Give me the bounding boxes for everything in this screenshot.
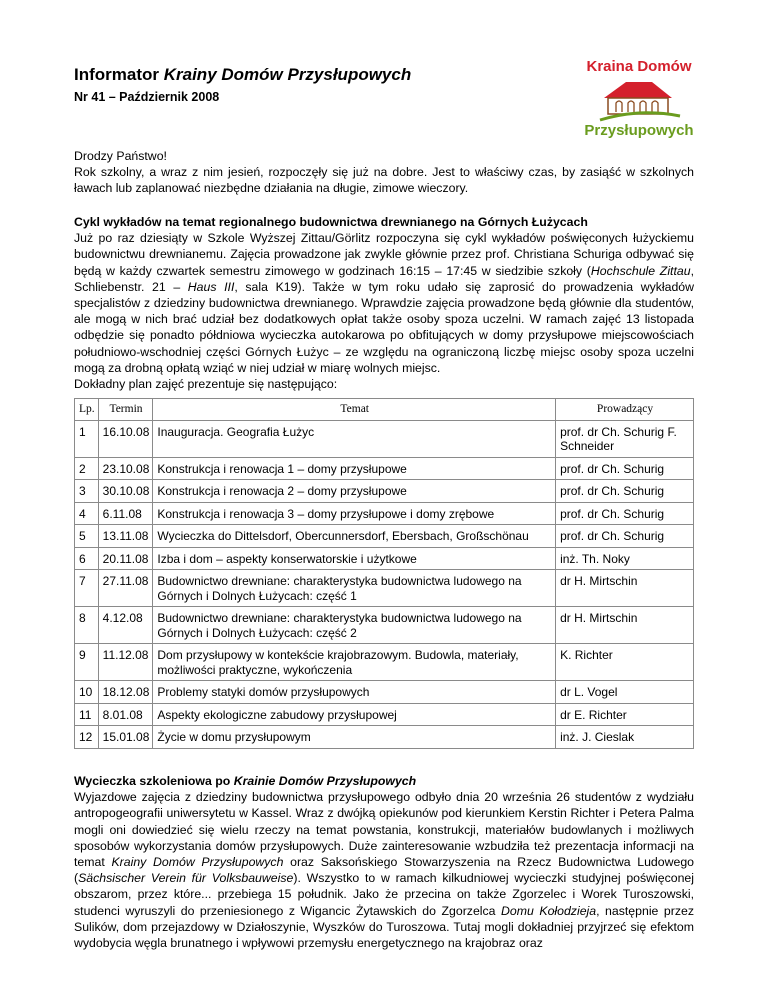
cell-lp: 11 (75, 703, 99, 726)
cell-topic: Konstrukcja i renowacja 1 – domy przysłupowe (153, 457, 556, 480)
cell-topic: Aspekty ekologiczne zabudowy przysłupowej (153, 703, 556, 726)
table-row (75, 457, 694, 480)
cell-date: 23.10.08 (98, 457, 153, 480)
cell-date: 16.10.08 (98, 420, 153, 457)
table-row (75, 547, 694, 570)
house-logo-icon (596, 78, 682, 122)
cell-lp: 8 (75, 607, 99, 644)
cell-topic: Budownictwo drewniane: charakterystyka budownictwa ludowego na Górnych i Dolnych Łużycach: część 2 (153, 607, 556, 644)
cell-topic: Inauguracja. Geografia Łużyc (153, 420, 556, 457)
cell-topic: Problemy statyki domów przysłupowych (153, 681, 556, 704)
cell-topic: Budownictwo drewniane: charakterystyka budownictwa ludowego na Górnych i Dolnych Łużycach: część 1 (153, 570, 556, 607)
cell-date: 13.11.08 (98, 525, 153, 548)
table-row (75, 703, 694, 726)
cell-lp: 3 (75, 480, 99, 503)
cell-lecturer: prof. dr Ch. Schurig F. Schneider (556, 420, 694, 457)
lecture-heading: Cykl wykładów na temat regionalnego budownictwa drewnianego na Górnych Łużycach (74, 215, 588, 229)
cell-lecturer: inż. Th. Noky (556, 547, 694, 570)
table-row (75, 570, 694, 607)
header-lecturer: Prowadzący (556, 399, 694, 421)
cell-date: 8.01.08 (98, 703, 153, 726)
table-row (75, 502, 694, 525)
logo-text-bottom: Przysłupowych (584, 122, 694, 139)
cell-date: 4.12.08 (98, 607, 153, 644)
cell-date: 18.12.08 (98, 681, 153, 704)
lecture-plan-intro: Dokładny plan zajęć prezentuje się następująco: (74, 377, 338, 392)
cell-topic: Izba i dom – aspekty konserwatorskie i użytkowe (153, 547, 556, 570)
cell-lp: 6 (75, 547, 99, 570)
lecture-paragraph: Już po raz dziesiąty w Szkole Wyższej Zittau/Görlitz rozpoczyna się cykl wykładów poświęconych łużyckiemu budownictwu drewnianemu. Zajęcia prowadzone jak zwykle głównie przez prof. Christiana Schuriga odbywać się będą w każdy czwartek semestru zimowego w godzinach 16:15 – 17:45 w siedzibie szkoły (Hochschule Zittau, Schliebenstr. 21 – Haus III, sala K19). Także w tym roku udało się zaprosić do prowadzenia wykładów specjalistów z dziedziny budownictwa drewnianego. Wprawdzie zajęcia prowadzone będą głównie dla studentów, ale mogą w nich brać udział bez dodatkowych opłat także osoby spoza uczelni. W ramach zajęć 13 listopada odbędzie się ponadto półdniowa wycieczka autokarowa po obfitujących w domy przysłupowe miejscowościach południowo-wschodniej części Górnych Łużyc – ze względu na ograniczoną liczbę miejsc osoby spoza uczelni mogą za drobną opłatą wziąć w niej udział w miarę wolnych miejsc. (74, 231, 694, 375)
lecture-schedule-table (74, 398, 694, 749)
cell-lecturer: dr H. Mirtschin (556, 607, 694, 644)
table-row (75, 420, 694, 457)
header-lp: Lp. (75, 399, 99, 421)
cell-date: 15.01.08 (98, 726, 153, 749)
cell-lp: 2 (75, 457, 99, 480)
cell-date: 11.12.08 (98, 644, 153, 681)
table-row (75, 525, 694, 548)
cell-lp: 7 (75, 570, 99, 607)
newsletter-title: Informator Krainy Domów Przysłupowych (74, 65, 412, 84)
cell-lp: 1 (75, 420, 99, 457)
cell-topic: Konstrukcja i renowacja 2 – domy przysłupowe (153, 480, 556, 503)
table-row (75, 607, 694, 644)
logo (574, 52, 704, 140)
table-row (75, 644, 694, 681)
cell-lecturer: prof. dr Ch. Schurig (556, 457, 694, 480)
cell-topic: Konstrukcja i renowacja 3 – domy przysłupowe i domy zrębowe (153, 502, 556, 525)
cell-date: 27.11.08 (98, 570, 153, 607)
logo-text-top: Kraina Domów (586, 58, 692, 75)
cell-lecturer: prof. dr Ch. Schurig (556, 525, 694, 548)
header-date: Termin (98, 399, 153, 421)
cell-lecturer: prof. dr Ch. Schurig (556, 480, 694, 503)
excursion-heading: Wycieczka szkoleniowa po Krainie Domów Przysłupowych (74, 774, 417, 788)
cell-date: 30.10.08 (98, 480, 153, 503)
cell-lp: 5 (75, 525, 99, 548)
cell-date: 20.11.08 (98, 547, 153, 570)
cell-lecturer: dr L. Vogel (556, 681, 694, 704)
table-row (75, 681, 694, 704)
greeting-section (74, 148, 694, 197)
excursion-section (74, 773, 694, 951)
cell-lecturer: K. Richter (556, 644, 694, 681)
greeting-paragraph: Rok szkolny, a wraz z nim jesień, rozpoczęły się już na dobre. Jest to właściwy czas, by zasiąść w szkolnych ławach lub zaplanować niezbędne działania na długie, zimowe wieczory. (74, 165, 694, 196)
greeting-salutation: Drodzy Państwo! (74, 149, 167, 163)
cell-lp: 12 (75, 726, 99, 749)
cell-lp: 9 (75, 644, 99, 681)
cell-topic: Wycieczka do Dittelsdorf, Obercunnersdorf, Ebersbach, Großschönau (153, 525, 556, 548)
cell-lp: 10 (75, 681, 99, 704)
table-header-row (75, 399, 694, 421)
cell-lp: 4 (75, 502, 99, 525)
lecture-section (74, 214, 694, 392)
cell-lecturer: prof. dr Ch. Schurig (556, 502, 694, 525)
cell-date: 6.11.08 (98, 502, 153, 525)
cell-topic: Dom przysłupowy w kontekście krajobrazowym. Budowla, materiały, możliwości praktyczne, wykończenia (153, 644, 556, 681)
header-topic: Temat (153, 399, 556, 421)
excursion-paragraph: Wyjazdowe zajęcia z dziedziny budownictwa przysłupowego odbyło dnia 20 września 26 studentów z wydziału antropogeografii uniwersytetu w Kassel. Wraz z dwójką opiekunów pod kierunkiem Kerstin Richter i Petera Palma mogli oni dowiedzieć się wielu rzeczy na temat powstania, konstrukcji, materiałów budowlanych i możliwych sposobów wykorzystania domów przysłupowych. Duże zainteresowanie wzbudziła też prezentacja informacji na temat Krainy Domów Przysłupowych oraz Saksońskiego Stowarzyszenia na Rzecz Budownictwa Ludowego (Sächsischer Verein für Volksbauweise). Wszystko to w ramach kilkudniowej wycieczki studyjnej poświęconej obszarom, przez które... przebiega 15 południk. Jako że przecina on także Zgorzelec i Worek Turoszowski, studenci wyruszyli do przeniesionego z Wigancic Żytawskich do Zgorzelca Domu Kołodzieja, następnie przez Sulików, dom przejazdowy w Działoszynie, Wyszków do Turoszowa. Tutaj mogli dokładniej przyjrzeć się efektom wydobycia węgla brunatnego i wpływowi przemysłu energetycznego na krajobraz oraz (74, 790, 694, 951)
cell-lecturer: dr H. Mirtschin (556, 570, 694, 607)
issue-number: Nr 41 – Październik 2008 (74, 90, 220, 104)
cell-lecturer: dr E. Richter (556, 703, 694, 726)
cell-topic: Życie w domu przysłupowym (153, 726, 556, 749)
table-row (75, 726, 694, 749)
table-row (75, 480, 694, 503)
cell-lecturer: inż. J. Cieslak (556, 726, 694, 749)
